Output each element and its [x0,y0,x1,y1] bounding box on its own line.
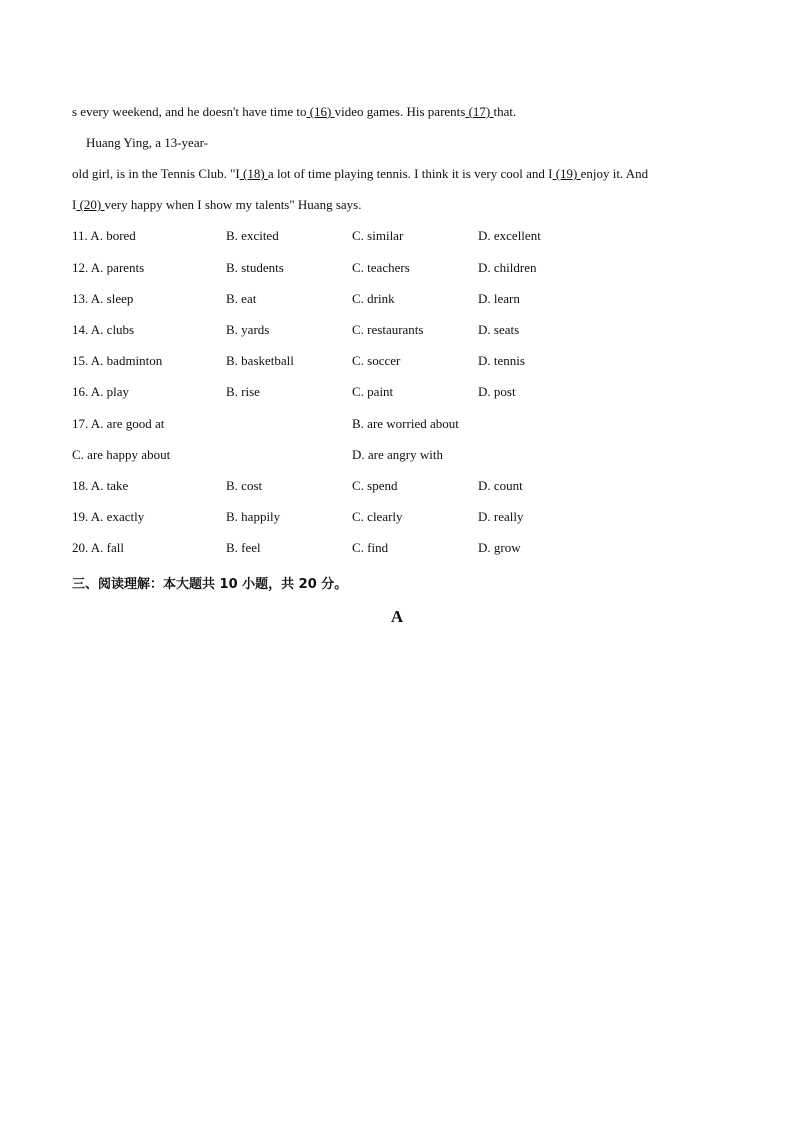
question-12-c: C. teachers [352,260,410,275]
question-11-b: B. excited [226,228,279,243]
section-heading: 三、阅读理解：本大题共 10 小题，共 20 分。 [72,577,348,592]
question-13-c: C. drink [352,291,395,306]
question-16-c: C. paint [352,384,394,399]
question-19-d: D. really [478,509,524,524]
passage-text: a lot of time playing tennis. I think it is very cool and I [267,166,553,181]
blank-19: (19) [552,166,581,181]
question-18-d: D. count [478,478,523,493]
question-12-b: B. students [226,260,284,275]
question-13-b: B. eat [226,291,257,306]
question-14-a: 14. A. clubs [72,322,135,337]
blank-18: (18) [239,166,268,181]
question-20-c: C. find [352,540,389,555]
question-17-d: D. are angry with [352,447,443,462]
question-20-d: D. grow [478,540,521,555]
passage-text: s every weekend, and he doesn't have time to [72,104,307,119]
passage-line [72,104,516,120]
question-18-b: B. cost [226,478,263,493]
question-14-c: C. restaurants [352,322,424,337]
question-20-b: B. feel [226,540,261,555]
question-19-b: B. happily [226,509,281,524]
blank-16: (16) [306,104,335,119]
question-11-d: D. excellent [478,228,541,243]
question-11-a: 11. A. bored [72,228,136,243]
passage-text: video games. His parents [334,104,466,119]
question-18-c: C. spend [352,478,398,493]
question-18-a: 18. A. take [72,478,129,493]
passage-text: Huang Ying, a 13-year- [86,135,208,150]
question-17-a: 17. A. are good at [72,416,165,431]
question-14-d: D. seats [478,322,520,337]
blank-17: (17) [465,104,494,119]
question-13-a: 13. A. sleep [72,291,134,306]
question-11-c: C. similar [352,228,404,243]
question-13-d: D. learn [478,291,520,306]
question-12-a: 12. A. parents [72,260,145,275]
question-15-a: 15. A. badminton [72,353,163,368]
question-16-a: 16. A. play [72,384,130,399]
passage-text: enjoy it. And [580,166,649,181]
section-letter: A [390,607,404,626]
passage-text: that. [493,104,517,119]
passage-line [72,197,361,213]
passage-text: very happy when I show my talents" Huang says. [104,197,362,212]
question-19-c: C. clearly [352,509,403,524]
question-19-a: 19. A. exactly [72,509,145,524]
question-14-b: B. yards [226,322,270,337]
blank-20: (20) [76,197,105,212]
question-16-b: B. rise [226,384,260,399]
passage-text: old girl, is in the Tennis Club. "I [72,166,240,181]
question-15-b: B. basketball [226,353,294,368]
question-12-d: D. children [478,260,537,275]
question-16-d: D. post [478,384,516,399]
question-15-d: D. tennis [478,353,525,368]
question-17-b: B. are worried about [352,416,459,431]
passage-text: I [72,197,77,212]
question-20-a: 20. A. fall [72,540,124,555]
question-15-c: C. soccer [352,353,401,368]
question-17-c: C. are happy about [72,447,171,462]
passage-line [72,166,648,182]
passage-line [86,135,208,151]
